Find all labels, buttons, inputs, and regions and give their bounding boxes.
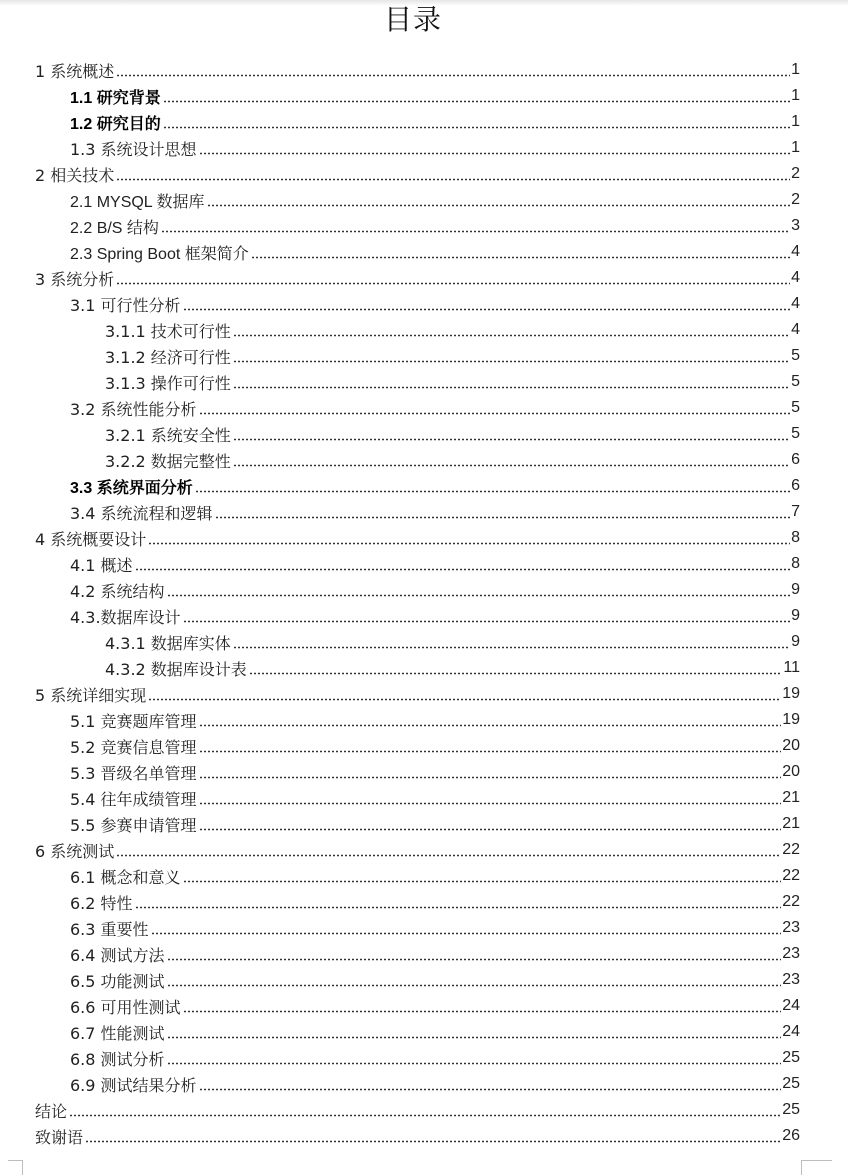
dot-leader — [199, 765, 782, 779]
toc-entry[interactable] — [0, 1071, 848, 1097]
dot-leader — [85, 1129, 781, 1143]
toc-entry-label: 3.1.2 经济可行性 — [105, 347, 231, 367]
dot-leader — [199, 1077, 782, 1091]
dot-leader — [233, 375, 790, 389]
toc-entry-label: 3.2.1 系统安全性 — [105, 425, 231, 445]
toc-entry-page-number: 22 — [782, 841, 800, 858]
toc-entry-page-number: 19 — [782, 711, 800, 728]
toc-entry[interactable] — [0, 993, 848, 1019]
toc-entry-page-number: 25 — [782, 1101, 800, 1118]
toc-entry-page-number: 4 — [791, 269, 800, 286]
dot-leader — [195, 479, 790, 493]
toc-entry-label: 结论 — [35, 1101, 68, 1121]
toc-entry-page-number: 11 — [783, 659, 800, 676]
toc-entry-label: 3.2 系统性能分析 — [70, 399, 197, 419]
dot-leader — [163, 115, 790, 129]
toc-entry-page-number: 8 — [791, 529, 800, 546]
toc-entry[interactable] — [0, 603, 848, 629]
dot-leader — [199, 817, 782, 831]
toc-entry-label: 2 相关技术 — [35, 165, 115, 185]
dot-leader — [199, 713, 782, 727]
toc-entry-page-number: 4 — [791, 321, 800, 338]
toc-entry[interactable] — [0, 343, 848, 369]
toc-entry[interactable] — [0, 733, 848, 759]
dot-leader — [183, 609, 791, 623]
dot-leader — [199, 401, 791, 415]
dot-leader — [116, 63, 790, 77]
toc-entry[interactable] — [0, 681, 848, 707]
toc-entry-page-number: 23 — [782, 945, 800, 962]
toc-entry[interactable] — [0, 1045, 848, 1071]
toc-entry-label: 3 系统分析 — [35, 269, 115, 289]
dot-leader — [199, 141, 791, 155]
toc-entry-page-number: 22 — [782, 893, 800, 910]
toc-entry-label: 6.3 重要性 — [70, 919, 149, 939]
toc-title: 目录 — [383, 3, 442, 36]
dot-leader — [167, 1025, 782, 1039]
toc-entry-label: 3.1 可行性分析 — [70, 295, 181, 315]
toc-entry[interactable] — [0, 1123, 848, 1149]
toc-entry[interactable] — [0, 239, 848, 265]
toc-entry-page-number: 4 — [791, 295, 800, 312]
toc-entry[interactable] — [0, 135, 848, 161]
dot-leader — [183, 999, 782, 1013]
toc-entry[interactable] — [0, 187, 848, 213]
toc-entry-page-number: 6 — [791, 477, 800, 494]
dot-leader — [163, 89, 790, 103]
toc-entry[interactable] — [0, 473, 848, 499]
dot-leader — [161, 219, 790, 233]
toc-entry-label: 6.8 测试分析 — [70, 1049, 165, 1069]
toc-entry[interactable] — [0, 447, 848, 473]
toc-entry-page-number: 9 — [791, 633, 800, 650]
toc-entry-page-number: 25 — [782, 1075, 800, 1092]
toc-entry[interactable] — [0, 57, 848, 83]
page-corner-mark-left — [8, 1160, 23, 1175]
toc-entry-label: 6.6 可用性测试 — [70, 997, 181, 1017]
toc-entry-page-number: 25 — [782, 1049, 800, 1066]
toc-entry-page-number: 2 — [791, 191, 800, 208]
toc-entry[interactable] — [0, 967, 848, 993]
dot-leader — [151, 921, 782, 935]
toc-entry-page-number: 5 — [791, 373, 800, 390]
toc-entry-label: 5 系统详细实现 — [35, 685, 147, 705]
toc-entry-page-number: 23 — [782, 919, 800, 936]
dot-leader — [249, 661, 783, 675]
toc-entry[interactable] — [0, 655, 848, 681]
toc-entry-label: 3.1.3 操作可行性 — [105, 373, 231, 393]
toc-entry[interactable] — [0, 525, 848, 551]
toc-entry[interactable] — [0, 863, 848, 889]
toc-entry-page-number: 19 — [782, 685, 800, 702]
toc-entry-page-number: 26 — [782, 1127, 800, 1144]
toc-entry[interactable] — [0, 915, 848, 941]
dot-leader — [148, 531, 790, 545]
toc-entry-label: 3.3 系统界面分析 — [70, 479, 193, 497]
toc-entry-label: 6.9 测试结果分析 — [70, 1075, 197, 1095]
dot-leader — [233, 323, 790, 337]
toc-entry-page-number: 1 — [791, 113, 800, 130]
toc-entry-label: 1.1 研究背景 — [70, 89, 161, 107]
toc-entry-page-number: 8 — [791, 555, 800, 572]
toc-entry[interactable] — [0, 837, 848, 863]
toc-entry-label: 4.1 概述 — [70, 555, 133, 575]
toc-entry-page-number: 21 — [782, 815, 800, 832]
toc-entry-page-number: 5 — [791, 347, 800, 364]
toc-entry-label: 6.1 概念和意义 — [70, 867, 181, 887]
toc-entry-label: 5.3 晋级名单管理 — [70, 763, 197, 783]
dot-leader — [135, 895, 782, 909]
toc-entry[interactable] — [0, 161, 848, 187]
toc-entry[interactable] — [0, 707, 848, 733]
toc-entry[interactable] — [0, 629, 848, 655]
toc-entry[interactable] — [0, 265, 848, 291]
table-of-contents — [0, 57, 848, 1149]
toc-entry-label: 5.4 往年成绩管理 — [70, 789, 197, 809]
toc-entry-page-number: 2 — [791, 165, 800, 182]
toc-entry-label: 致谢语 — [35, 1127, 84, 1147]
toc-entry[interactable] — [0, 889, 848, 915]
dot-leader — [167, 973, 782, 987]
toc-entry-label: 1 系统概述 — [35, 61, 115, 81]
toc-entry-label: 6 系统测试 — [35, 841, 115, 861]
dot-leader — [183, 297, 791, 311]
dot-leader — [183, 869, 782, 883]
dot-leader — [233, 349, 790, 363]
toc-entry-label: 1.2 研究目的 — [70, 115, 161, 133]
toc-entry-page-number: 1 — [791, 139, 800, 156]
toc-entry[interactable] — [0, 785, 848, 811]
toc-entry-page-number: 1 — [791, 61, 800, 78]
toc-entry-label: 4 系统概要设计 — [35, 529, 147, 549]
dot-leader — [199, 791, 782, 805]
toc-entry-page-number: 21 — [782, 789, 800, 806]
toc-entry[interactable] — [0, 291, 848, 317]
toc-entry[interactable] — [0, 395, 848, 421]
toc-entry-page-number: 1 — [791, 87, 800, 104]
toc-entry[interactable] — [0, 213, 848, 239]
toc-entry-label: 6.7 性能测试 — [70, 1023, 165, 1043]
toc-entry-label: 3.1.1 技术可行性 — [105, 321, 231, 341]
toc-entry-label: 2.2 B/S 结构 — [70, 219, 159, 237]
toc-entry-page-number: 5 — [791, 425, 800, 442]
toc-entry-label: 4.3.2 数据库设计表 — [105, 659, 247, 679]
toc-entry-page-number: 24 — [782, 997, 800, 1014]
dot-leader — [148, 687, 781, 701]
toc-entry[interactable] — [0, 369, 848, 395]
dot-leader — [116, 271, 790, 285]
toc-entry[interactable] — [0, 941, 848, 967]
toc-entry[interactable] — [0, 811, 848, 837]
dot-leader — [116, 843, 781, 857]
toc-entry[interactable] — [0, 551, 848, 577]
toc-entry-page-number: 24 — [782, 1023, 800, 1040]
toc-entry[interactable] — [0, 1019, 848, 1045]
dot-leader — [207, 193, 791, 207]
toc-entry-label: 3.2.2 数据完整性 — [105, 451, 231, 471]
toc-entry-page-number: 23 — [782, 971, 800, 988]
dot-leader — [69, 1103, 781, 1117]
toc-entry-page-number: 3 — [791, 217, 800, 234]
dot-leader — [199, 739, 782, 753]
toc-entry-page-number: 20 — [782, 763, 800, 780]
dot-leader — [135, 557, 791, 571]
page-corner-mark-right — [801, 1160, 832, 1175]
toc-entry[interactable] — [0, 499, 848, 525]
dot-leader — [167, 1051, 782, 1065]
toc-entry[interactable] — [0, 421, 848, 447]
dot-leader — [215, 505, 791, 519]
toc-entry-label: 4.3.1 数据库实体 — [105, 633, 231, 653]
dot-leader — [167, 583, 791, 597]
toc-entry-page-number: 9 — [791, 581, 800, 598]
toc-entry-label: 5.1 竞赛题库管理 — [70, 711, 197, 731]
toc-entry-page-number: 9 — [791, 607, 800, 624]
toc-entry-label: 2.1 MYSQL 数据库 — [70, 193, 205, 211]
toc-entry-label: 6.2 特性 — [70, 893, 133, 913]
dot-leader — [251, 245, 790, 259]
toc-entry-label: 6.5 功能测试 — [70, 971, 165, 991]
dot-leader — [116, 167, 790, 181]
toc-entry[interactable] — [0, 759, 848, 785]
toc-entry-label: 1.3 系统设计思想 — [70, 139, 197, 159]
toc-entry-page-number: 20 — [782, 737, 800, 754]
toc-entry[interactable] — [0, 577, 848, 603]
toc-entry-page-number: 5 — [791, 399, 800, 416]
toc-entry-page-number: 7 — [791, 503, 800, 520]
toc-entry-label: 4.3.数据库设计 — [70, 607, 181, 627]
dot-leader — [233, 453, 790, 467]
toc-entry-label: 3.4 系统流程和逻辑 — [70, 503, 213, 523]
toc-entry[interactable] — [0, 109, 848, 135]
toc-entry-page-number: 6 — [791, 451, 800, 468]
toc-entry-page-number: 22 — [782, 867, 800, 884]
toc-entry-label: 5.2 竞赛信息管理 — [70, 737, 197, 757]
dot-leader — [167, 947, 782, 961]
toc-entry-label: 2.3 Spring Boot 框架简介 — [70, 245, 249, 263]
toc-entry-label: 6.4 测试方法 — [70, 945, 165, 965]
toc-entry-label: 4.2 系统结构 — [70, 581, 165, 601]
toc-entry[interactable] — [0, 1097, 848, 1123]
toc-entry-label: 5.5 参赛申请管理 — [70, 815, 197, 835]
dot-leader — [233, 635, 790, 649]
toc-entry[interactable] — [0, 317, 848, 343]
toc-entry[interactable] — [0, 83, 848, 109]
toc-entry-page-number: 4 — [791, 243, 800, 260]
dot-leader — [233, 427, 790, 441]
